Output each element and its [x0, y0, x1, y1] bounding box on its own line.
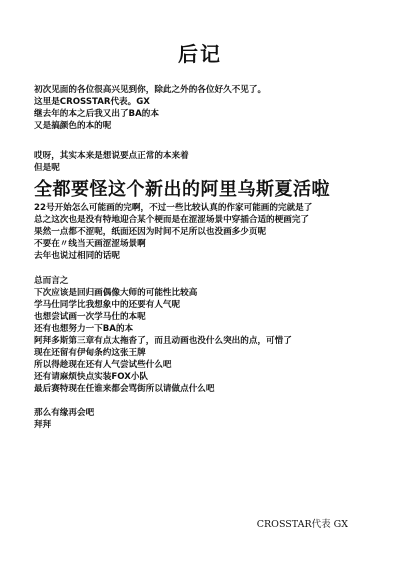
text-line: 学马仕同学比我想象中的还要有人气呢 [34, 300, 181, 310]
text-line: 也想尝试画一次学马仕的本呢 [34, 312, 146, 322]
headline-text: 全都要怪这个新出的阿里乌斯夏活啦 [34, 179, 330, 200]
text-line: 又是搞颜色的本的呢 [34, 121, 112, 131]
text-line: 阿拜多斯第三章有点太拖沓了，而且动画也没什么突出的点，可惜了 [34, 336, 292, 346]
page-title: 后记 [178, 42, 222, 66]
closing-paragraph [34, 407, 384, 431]
text-line: 总之这次也是没有特地迎合某个梗而是在涩涩场景中穿插合适的梗画完了 [34, 215, 310, 225]
text-line: 但是呢 [34, 163, 60, 173]
greeting-paragraph [34, 84, 384, 132]
text-line: 拜拜 [34, 420, 52, 430]
text-line: 初次见面的各位很高兴见到你，除此之外的各位好久不见了。 [34, 85, 267, 95]
text-line: 继去年的本之后我又出了BA的本 [34, 109, 159, 119]
text-line: 下次应该是回归画偶像大师的可能性比较高 [34, 288, 198, 298]
text-line: 去年也说过相同的话呢 [34, 251, 120, 261]
text-line: 总而言之 [34, 276, 69, 286]
text-line: 哎呀，其实本来是想说要点正常的本来着 [34, 151, 189, 161]
explanation-paragraph [34, 202, 384, 262]
signature: CROSSTAR代表 GX [256, 519, 348, 530]
text-line: 还有请麻烦快点实装FOX小队 [34, 372, 149, 382]
text-line: 现在还留有伊甸条约这张王牌 [34, 348, 146, 358]
summary-paragraph [34, 275, 384, 395]
text-line: 还有也想努力一下BA的本 [34, 324, 134, 334]
text-line: 不要在〃线当天画涩涩场景啊 [34, 239, 146, 249]
headline-block [34, 178, 384, 202]
text-line: 果然一点都不涩呢，纸面还因为时间不足所以也没画多少页呢 [34, 227, 267, 237]
text-line: 22号开始怎么可能画的完啊，不过一些比较认真的作家可能画的完就是了 [34, 203, 313, 213]
text-line: 所以得趁现在还有人气尝试些什么吧 [34, 360, 172, 370]
intent-paragraph [34, 150, 384, 174]
text-line: 这里是CROSSTAR代表。GX [34, 97, 150, 107]
text-line: 最后赛特现在任谁来都会骂街所以请做点什么吧 [34, 384, 215, 394]
text-line: 那么有缘再会吧 [34, 408, 95, 418]
